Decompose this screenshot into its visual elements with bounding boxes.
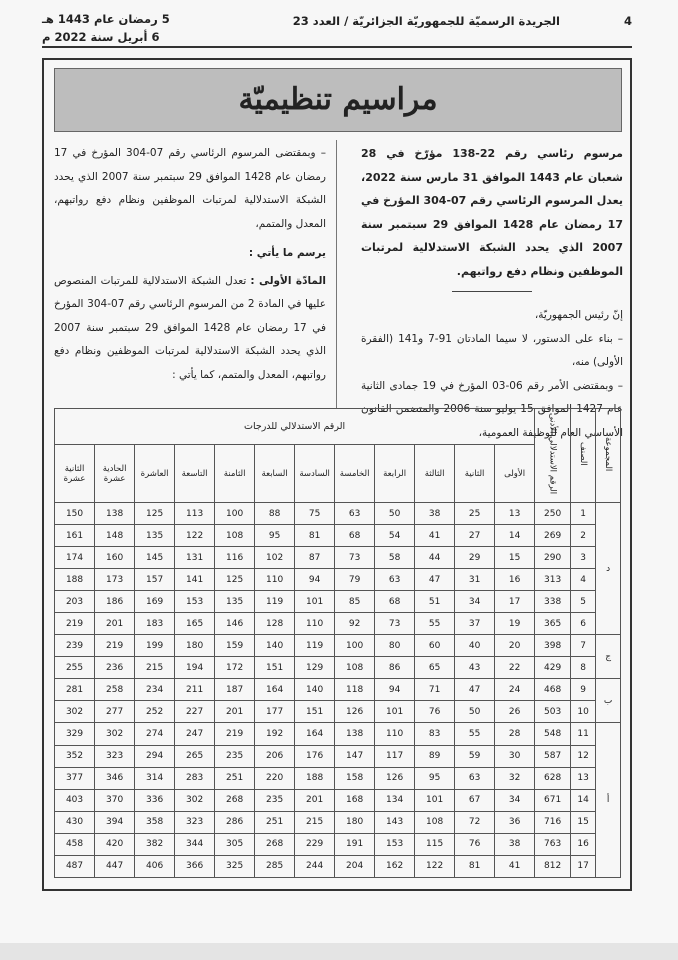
degree-value-cell: 63 [455, 767, 495, 789]
degree-value-cell: 323 [95, 745, 135, 767]
degree-value-cell: 43 [455, 657, 495, 679]
degree-value-cell: 13 [495, 503, 535, 525]
table-row [55, 613, 621, 635]
degree-value-cell: 81 [295, 525, 335, 547]
table-row [55, 657, 621, 679]
degree-value-cell: 138 [95, 503, 135, 525]
degree-value-cell: 258 [95, 679, 135, 701]
degree-value-cell: 92 [335, 613, 375, 635]
degree-value-cell: 102 [255, 547, 295, 569]
degree-value-cell: 34 [455, 591, 495, 613]
degree-value-cell: 140 [295, 679, 335, 701]
degree-value-cell: 71 [415, 679, 455, 701]
degree-value-cell: 141 [175, 569, 215, 591]
degree-value-cell: 420 [95, 833, 135, 855]
degree-value-cell: 15 [495, 547, 535, 569]
min-index-header: الرقم الاستدلالي الأدنى [535, 409, 571, 503]
degree-value-cell: 302 [95, 723, 135, 745]
degree-value-cell: 32 [495, 767, 535, 789]
category-cell: 8 [571, 657, 596, 679]
degree-value-cell: 63 [375, 569, 415, 591]
degree-value-cell: 16 [495, 569, 535, 591]
degree-value-cell: 165 [175, 613, 215, 635]
degree-value-cell: 394 [95, 811, 135, 833]
degree-value-cell: 173 [95, 569, 135, 591]
degree-value-cell: 125 [215, 569, 255, 591]
degree-value-cell: 40 [455, 635, 495, 657]
degree-value-cell: 220 [255, 767, 295, 789]
degree-value-cell: 201 [95, 613, 135, 635]
category-cell: 9 [571, 679, 596, 701]
constitution-clause: – بناء على الدستور، لا سيما المادتان 91-7 و141 (الفقرة الأولى) منه، [361, 332, 623, 368]
group-cell: ب [596, 679, 621, 723]
degree-value-cell: 47 [415, 569, 455, 591]
degree-value-cell: 85 [335, 591, 375, 613]
table-row [55, 679, 621, 701]
degree-value-cell: 215 [295, 811, 335, 833]
degree-value-cell: 458 [55, 833, 95, 855]
degree-value-cell: 108 [215, 525, 255, 547]
degree-value-cell: 25 [455, 503, 495, 525]
degree-value-cell: 265 [175, 745, 215, 767]
degree-value-cell: 79 [335, 569, 375, 591]
degree-value-cell: 377 [55, 767, 95, 789]
group-header: المجموعة [596, 409, 621, 503]
degree-value-cell: 191 [335, 833, 375, 855]
degree-value-cell: 94 [375, 679, 415, 701]
degree-value-cell: 89 [415, 745, 455, 767]
degree-value-cell: 94 [295, 569, 335, 591]
degree-value-cell: 283 [175, 767, 215, 789]
degree-value-cell: 188 [55, 569, 95, 591]
right-column [361, 142, 623, 445]
section-banner [54, 68, 622, 132]
degree-value-cell: 54 [375, 525, 415, 547]
degree-value-cell: 160 [95, 547, 135, 569]
degree-value-cell: 110 [375, 723, 415, 745]
category-cell: 6 [571, 613, 596, 635]
degree-value-cell: 206 [255, 745, 295, 767]
degree-value-cell: 192 [255, 723, 295, 745]
degree-value-cell: 211 [175, 679, 215, 701]
degree-value-cell: 100 [215, 503, 255, 525]
degree-value-cell: 151 [255, 657, 295, 679]
degree-value-cell: 67 [455, 789, 495, 811]
degree-value-cell: 252 [135, 701, 175, 723]
degree-value-cell: 346 [95, 767, 135, 789]
date-gregorian: 6 أبريل سنة 2022 م [42, 30, 160, 44]
degree-header: السادسة [295, 445, 335, 503]
table-row [55, 745, 621, 767]
ordinance-clause: – وبمقتضى الأمر رقم 06-03 المؤرخ في 19 جمادى الثانية عام 1427 الموافق 15 يوليو سنة 2006 والمتضمن القانون الأساسي العام للوظيفة العمومية، [361, 379, 623, 439]
table-row [55, 789, 621, 811]
degree-value-cell: 20 [495, 635, 535, 657]
article-label: المادّة الأولى : [250, 274, 326, 287]
min-index-cell: 290 [535, 547, 571, 569]
degree-value-cell: 76 [455, 833, 495, 855]
left-column [54, 142, 326, 387]
category-cell: 13 [571, 767, 596, 789]
degree-value-cell: 323 [175, 811, 215, 833]
viewer-bottom-band [0, 943, 678, 960]
article-one [54, 270, 326, 388]
decree-clause: – وبمقتضى المرسوم الرئاسي رقم 07-304 المؤرخ في 17 رمضان عام 1428 الموافق 29 سبتمبر سنة 2007 الذي يحدد الشبكة الاستدلالية لمرتبات الموظفين ونظام دفع رواتبهم، المعدل والمتمم، [54, 147, 326, 230]
min-index-cell: 313 [535, 569, 571, 591]
degree-value-cell: 172 [215, 657, 255, 679]
degree-value-cell: 73 [335, 547, 375, 569]
degree-value-cell: 44 [415, 547, 455, 569]
degree-value-cell: 73 [375, 613, 415, 635]
degree-value-cell: 101 [375, 701, 415, 723]
degree-value-cell: 68 [375, 591, 415, 613]
degree-value-cell: 145 [135, 547, 175, 569]
degree-value-cell: 176 [295, 745, 335, 767]
category-cell: 17 [571, 855, 596, 877]
degree-value-cell: 65 [415, 657, 455, 679]
category-cell: 15 [571, 811, 596, 833]
min-index-cell: 398 [535, 635, 571, 657]
table-row [55, 811, 621, 833]
degree-value-cell: 135 [215, 591, 255, 613]
degree-value-cell: 403 [55, 789, 95, 811]
degree-value-cell: 234 [135, 679, 175, 701]
degree-value-cell: 58 [375, 547, 415, 569]
degree-value-cell: 268 [215, 789, 255, 811]
table-row [55, 833, 621, 855]
degree-value-cell: 50 [375, 503, 415, 525]
degree-value-cell: 302 [55, 701, 95, 723]
min-index-cell: 365 [535, 613, 571, 635]
degree-value-cell: 281 [55, 679, 95, 701]
degree-value-cell: 406 [135, 855, 175, 877]
degree-value-cell: 72 [455, 811, 495, 833]
degree-value-cell: 31 [455, 569, 495, 591]
date-hijri: 5 رمضان عام 1443 هـ [42, 12, 170, 26]
degree-value-cell: 204 [335, 855, 375, 877]
degree-value-cell: 95 [255, 525, 295, 547]
degree-value-cell: 143 [375, 811, 415, 833]
degree-value-cell: 110 [255, 569, 295, 591]
table-row [55, 525, 621, 547]
degree-header: السابعة [255, 445, 295, 503]
degree-value-cell: 117 [375, 745, 415, 767]
degree-value-cell: 215 [135, 657, 175, 679]
degree-value-cell: 219 [95, 635, 135, 657]
min-index-cell: 338 [535, 591, 571, 613]
degree-value-cell: 150 [55, 503, 95, 525]
section-title: مراسيم تنظيميّة [238, 82, 438, 117]
degree-value-cell: 159 [215, 635, 255, 657]
column-divider [336, 140, 337, 408]
degree-value-cell: 153 [175, 591, 215, 613]
degree-value-cell: 115 [415, 833, 455, 855]
degree-value-cell: 26 [495, 701, 535, 723]
degree-value-cell: 41 [495, 855, 535, 877]
degree-value-cell: 59 [455, 745, 495, 767]
degree-value-cell: 358 [135, 811, 175, 833]
degree-value-cell: 29 [455, 547, 495, 569]
category-header: الصنف [571, 409, 596, 503]
degree-value-cell: 138 [335, 723, 375, 745]
table-row [55, 635, 621, 657]
table-row [55, 767, 621, 789]
degree-value-cell: 177 [255, 701, 295, 723]
degree-header: الثانية عشرة [55, 445, 95, 503]
degree-value-cell: 17 [495, 591, 535, 613]
table-header-row [55, 409, 621, 445]
degree-value-cell: 134 [375, 789, 415, 811]
group-cell: ج [596, 635, 621, 679]
degree-value-cell: 37 [455, 613, 495, 635]
category-cell: 12 [571, 745, 596, 767]
degree-value-cell: 285 [255, 855, 295, 877]
degree-value-cell: 164 [295, 723, 335, 745]
degree-value-cell: 158 [335, 767, 375, 789]
degree-value-cell: 286 [215, 811, 255, 833]
degree-value-cell: 86 [375, 657, 415, 679]
title-separator [452, 291, 532, 292]
min-index-cell: 548 [535, 723, 571, 745]
degree-value-cell: 274 [135, 723, 175, 745]
degree-value-cell: 219 [215, 723, 255, 745]
degree-value-cell: 344 [175, 833, 215, 855]
degree-value-cell: 147 [335, 745, 375, 767]
degree-value-cell: 236 [95, 657, 135, 679]
min-index-cell: 628 [535, 767, 571, 789]
degree-header: الحادية عشرة [95, 445, 135, 503]
degree-value-cell: 161 [55, 525, 95, 547]
degree-value-cell: 268 [255, 833, 295, 855]
category-cell: 1 [571, 503, 596, 525]
degree-value-cell: 118 [335, 679, 375, 701]
degree-value-cell: 183 [135, 613, 175, 635]
degree-value-cell: 194 [175, 657, 215, 679]
index-grid-table [54, 408, 621, 878]
degree-value-cell: 227 [175, 701, 215, 723]
degree-value-cell: 244 [295, 855, 335, 877]
min-index-cell: 587 [535, 745, 571, 767]
degree-header: الثامنة [215, 445, 255, 503]
table-row [55, 723, 621, 745]
degree-value-cell: 203 [55, 591, 95, 613]
degree-value-cell: 34 [495, 789, 535, 811]
degree-value-cell: 430 [55, 811, 95, 833]
min-index-cell: 716 [535, 811, 571, 833]
degree-value-cell: 68 [335, 525, 375, 547]
category-cell: 14 [571, 789, 596, 811]
degree-value-cell: 27 [455, 525, 495, 547]
degree-header: الرابعة [375, 445, 415, 503]
degree-value-cell: 239 [55, 635, 95, 657]
degree-value-cell: 219 [55, 613, 95, 635]
degree-value-cell: 108 [415, 811, 455, 833]
group-cell: أ [596, 723, 621, 878]
degree-header: العاشرة [135, 445, 175, 503]
degree-value-cell: 277 [95, 701, 135, 723]
degree-value-cell: 487 [55, 855, 95, 877]
min-index-cell: 429 [535, 657, 571, 679]
degree-value-cell: 146 [215, 613, 255, 635]
degree-value-cell: 128 [255, 613, 295, 635]
journal-title: الجريدة الرسميّة للجمهوريّة الجزائريّة / العدد 23 [292, 14, 560, 28]
degree-value-cell: 80 [375, 635, 415, 657]
degrees-header: الرقم الاستدلالي للدرجات [55, 409, 535, 445]
degree-value-cell: 235 [255, 789, 295, 811]
degree-value-cell: 164 [255, 679, 295, 701]
degree-value-cell: 110 [295, 613, 335, 635]
category-cell: 2 [571, 525, 596, 547]
degree-value-cell: 186 [95, 591, 135, 613]
degree-value-cell: 122 [175, 525, 215, 547]
degree-value-cell: 30 [495, 745, 535, 767]
degree-value-cell: 28 [495, 723, 535, 745]
category-cell: 4 [571, 569, 596, 591]
degree-value-cell: 229 [295, 833, 335, 855]
min-index-cell: 671 [535, 789, 571, 811]
degree-value-cell: 126 [375, 767, 415, 789]
degree-value-cell: 75 [295, 503, 335, 525]
degree-value-cell: 19 [495, 613, 535, 635]
min-index-cell: 812 [535, 855, 571, 877]
degree-value-cell: 101 [415, 789, 455, 811]
degree-value-cell: 95 [415, 767, 455, 789]
degree-value-cell: 101 [295, 591, 335, 613]
degree-value-cell: 83 [415, 723, 455, 745]
degree-value-cell: 352 [55, 745, 95, 767]
degree-value-cell: 41 [415, 525, 455, 547]
degree-value-cell: 255 [55, 657, 95, 679]
degree-value-cell: 199 [135, 635, 175, 657]
degree-value-cell: 100 [335, 635, 375, 657]
degree-value-cell: 251 [255, 811, 295, 833]
min-index-cell: 763 [535, 833, 571, 855]
degree-header: الثانية [455, 445, 495, 503]
table-row [55, 503, 621, 525]
degree-value-cell: 168 [335, 789, 375, 811]
degree-value-cell: 38 [415, 503, 455, 525]
president-line: إنّ رئيس الجمهوريّة، [534, 309, 623, 321]
degree-value-cell: 314 [135, 767, 175, 789]
min-index-cell: 468 [535, 679, 571, 701]
group-cell: د [596, 503, 621, 635]
degree-value-cell: 125 [135, 503, 175, 525]
degree-value-cell: 24 [495, 679, 535, 701]
degree-value-cell: 119 [255, 591, 295, 613]
degree-value-cell: 135 [135, 525, 175, 547]
degree-value-cell: 22 [495, 657, 535, 679]
min-index-cell: 250 [535, 503, 571, 525]
degree-value-cell: 201 [215, 701, 255, 723]
degree-value-cell: 370 [95, 789, 135, 811]
category-cell: 5 [571, 591, 596, 613]
degree-value-cell: 116 [215, 547, 255, 569]
table-row [55, 569, 621, 591]
degree-value-cell: 51 [415, 591, 455, 613]
degree-value-cell: 180 [175, 635, 215, 657]
degree-value-cell: 47 [455, 679, 495, 701]
degree-value-cell: 36 [495, 811, 535, 833]
degree-value-cell: 382 [135, 833, 175, 855]
degree-value-cell: 129 [295, 657, 335, 679]
degree-value-cell: 113 [175, 503, 215, 525]
category-cell: 7 [571, 635, 596, 657]
degree-value-cell: 169 [135, 591, 175, 613]
table-row [55, 547, 621, 569]
header-rule [42, 46, 632, 48]
degree-value-cell: 151 [295, 701, 335, 723]
min-index-cell: 503 [535, 701, 571, 723]
degree-value-cell: 251 [215, 767, 255, 789]
degree-header: الثالثة [415, 445, 455, 503]
degree-value-cell: 76 [415, 701, 455, 723]
table-row [55, 591, 621, 613]
category-cell: 3 [571, 547, 596, 569]
category-cell: 11 [571, 723, 596, 745]
table-row [55, 701, 621, 723]
degree-value-cell: 235 [215, 745, 255, 767]
degree-value-cell: 302 [175, 789, 215, 811]
degree-value-cell: 325 [215, 855, 255, 877]
degree-value-cell: 329 [55, 723, 95, 745]
degree-value-cell: 188 [295, 767, 335, 789]
degree-value-cell: 174 [55, 547, 95, 569]
decree-title: مرسوم رئاسي رقم 22-138 مؤرّخ في 28 شعبان عام 1443 الموافق 31 مارس سنة 2022، يعدل المرسوم الرئاسي رقم 07-304 المؤرخ في 17 رمضان عام 1428 الموافق 29 سبتمبر سنة 2007 الذي يحدد الشبكة الاستدلالية لمرتبات الموظفين ونظام دفع رواتبهم. [361, 147, 623, 278]
degree-value-cell: 63 [335, 503, 375, 525]
degree-value-cell: 131 [175, 547, 215, 569]
category-cell: 16 [571, 833, 596, 855]
degree-value-cell: 247 [175, 723, 215, 745]
category-cell: 10 [571, 701, 596, 723]
degree-value-cell: 122 [415, 855, 455, 877]
degree-value-cell: 88 [255, 503, 295, 525]
degree-value-cell: 447 [95, 855, 135, 877]
degree-value-cell: 81 [455, 855, 495, 877]
degree-value-cell: 366 [175, 855, 215, 877]
degree-value-cell: 180 [335, 811, 375, 833]
degree-value-cell: 336 [135, 789, 175, 811]
degree-value-cell: 148 [95, 525, 135, 547]
degree-value-cell: 87 [295, 547, 335, 569]
article-text: تعدل الشبكة الاستدلالية للمرتبات المنصوص عليها في المادة 2 من المرسوم الرئاسي رقم 07-304 المؤرخ في 17 رمضان عام 1428 الموافق 29 سبتمبر سنة 2007 الذي يحدد الشبكة الاستدلالية لمرتبات الموظفين ونظام دفع رواتبهم، المعدل والمتمم، كما يأتي : [54, 274, 326, 381]
degree-value-cell: 108 [335, 657, 375, 679]
degree-header: التاسعة [175, 445, 215, 503]
min-index-cell: 269 [535, 525, 571, 547]
degree-value-cell: 157 [135, 569, 175, 591]
degree-value-cell: 14 [495, 525, 535, 547]
degree-value-cell: 294 [135, 745, 175, 767]
degree-value-cell: 50 [455, 701, 495, 723]
degree-value-cell: 162 [375, 855, 415, 877]
degree-value-cell: 187 [215, 679, 255, 701]
degree-value-cell: 153 [375, 833, 415, 855]
degree-value-cell: 60 [415, 635, 455, 657]
degree-value-cell: 305 [215, 833, 255, 855]
page-number: 4 [623, 14, 632, 28]
degree-header: الأولى [495, 445, 535, 503]
degree-value-cell: 140 [255, 635, 295, 657]
degree-value-cell: 201 [295, 789, 335, 811]
decree-formula: يرسم ما يأتي : [248, 247, 326, 259]
degree-header: الخامسة [335, 445, 375, 503]
degree-value-cell: 55 [415, 613, 455, 635]
degree-value-cell: 119 [295, 635, 335, 657]
degree-value-cell: 126 [335, 701, 375, 723]
table-row [55, 855, 621, 877]
page-header [42, 8, 632, 48]
degree-value-cell: 55 [455, 723, 495, 745]
degree-value-cell: 38 [495, 833, 535, 855]
